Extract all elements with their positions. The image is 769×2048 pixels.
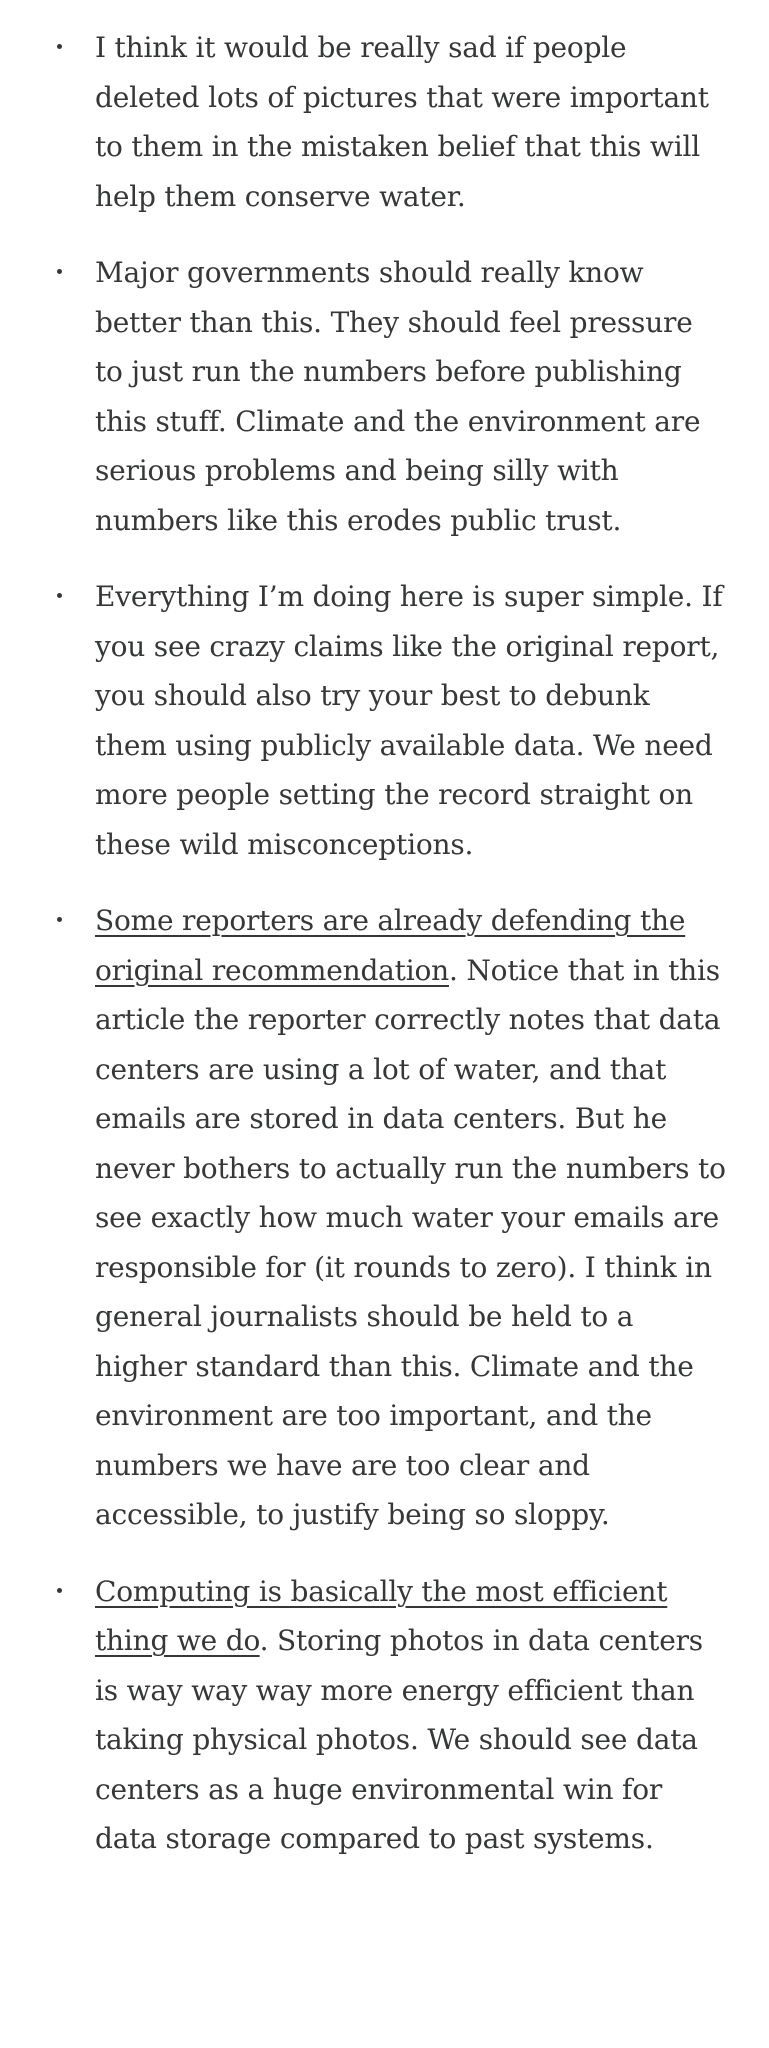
bullet-text: Major governments should really know better than this. They should feel pressure to just run the numbers before publishing this stuff. Climate and the environment are serious problems and being silly with numbers like this erodes public trust. — [95, 256, 701, 537]
computing-efficient-link[interactable]: Computing is basically the most efficient thing we do — [95, 1574, 668, 1657]
bullet-dot-icon — [57, 917, 62, 922]
list-item — [0, 248, 769, 545]
reporters-defending-link[interactable]: Some reporters are already defending the original recommendation — [95, 904, 686, 987]
bullet-list — [0, 23, 769, 1891]
bullet-dot-icon — [57, 593, 62, 598]
bullet-text: Everything I’m doing here is super simple. If you see crazy claims like the original report, you should also try your best to debunk them using publicly available data. We need more people setting the record straight on these wild misconceptions. — [95, 580, 723, 861]
bullet-text: . Storing photos in data centers is way way way more energy efficient than taking physical photos. We should see data centers as a huge environmental win for data storage compared to past systems. — [95, 1624, 703, 1855]
list-item — [0, 1567, 769, 1864]
bullet-text: . Notice that in this article the reporter correctly notes that data centers are using a lot of water, and that emails are stored in data centers. But he never bothers to actually run the numbers to see exactly how much water your emails are responsible for (it rounds to zero). I think in general journalists should be held to a higher standard than this. Climate and the environment are too important, and the numbers we have are too clear and accessible, to justify being so sloppy. — [95, 953, 726, 1531]
bullet-text: I think it would be really sad if people deleted lots of pictures that were important to them in the mistaken belief that this will help them conserve water. — [95, 31, 709, 213]
bullet-dot-icon — [57, 269, 62, 274]
list-item — [0, 23, 769, 221]
bullet-dot-icon — [57, 44, 62, 49]
list-item — [0, 572, 769, 869]
bullet-dot-icon — [57, 1588, 62, 1593]
list-item — [0, 896, 769, 1540]
